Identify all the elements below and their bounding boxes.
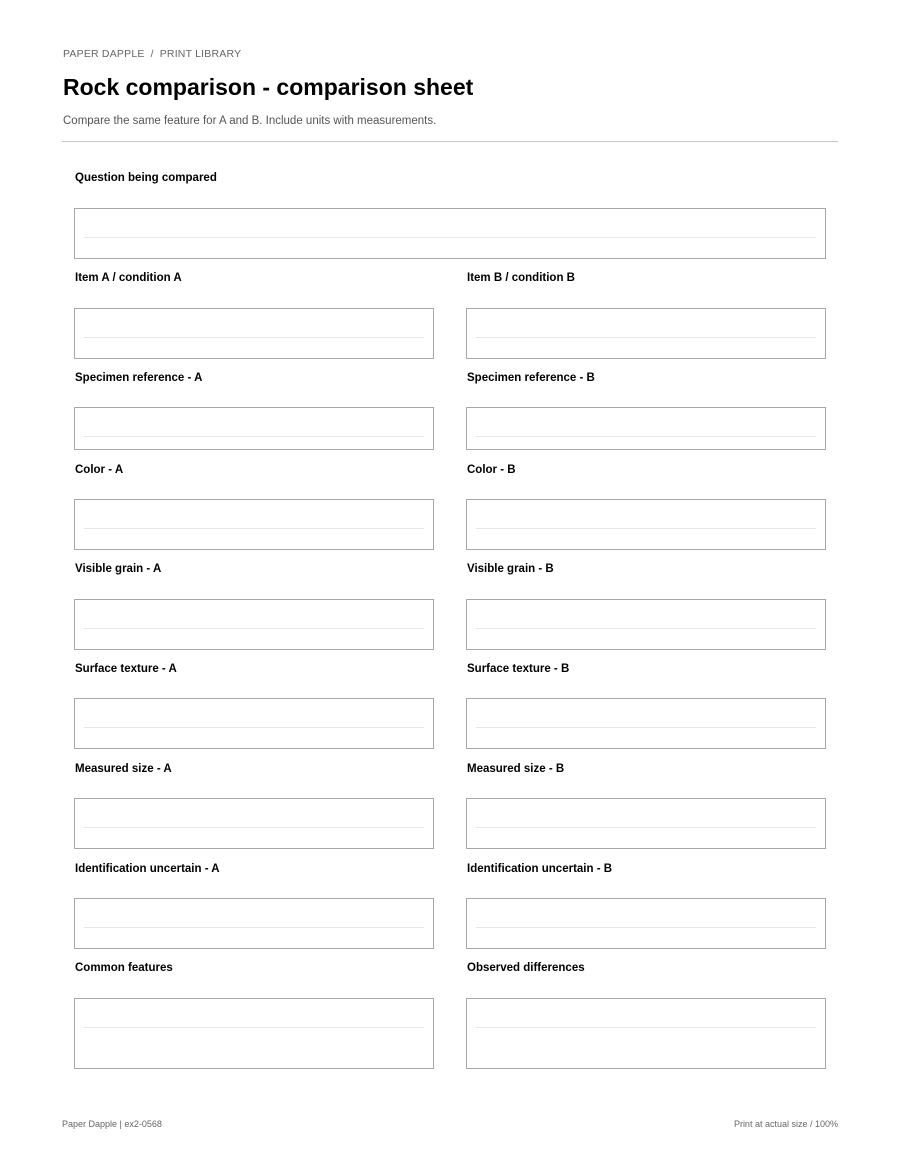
question-label: Question being compared bbox=[75, 172, 217, 184]
field-label-a: Item A / condition A bbox=[75, 272, 182, 284]
field-label-a: Measured size - A bbox=[75, 763, 172, 775]
surface-texture-a-field[interactable] bbox=[74, 698, 434, 749]
breadcrumb-separator: / bbox=[150, 48, 154, 60]
field-label-b: Measured size - B bbox=[467, 763, 565, 775]
writing-line bbox=[476, 436, 816, 437]
footer-print-note: Print at actual size / 100% bbox=[733, 1119, 838, 1129]
measured-size-b-field[interactable] bbox=[466, 798, 826, 849]
field-label-a: Visible grain - A bbox=[75, 563, 162, 575]
breadcrumb-item: PAPER DAPPLE bbox=[63, 48, 145, 60]
item-a-field[interactable] bbox=[74, 308, 434, 359]
specimen-reference-a-field[interactable] bbox=[74, 407, 434, 450]
color-a-field[interactable] bbox=[74, 499, 434, 550]
writing-line bbox=[84, 628, 424, 629]
field-label-b: Item B / condition B bbox=[467, 272, 575, 284]
field-label-a: Specimen reference - A bbox=[75, 372, 203, 384]
field-label-a: Identification uncertain - A bbox=[75, 863, 220, 875]
header-divider bbox=[62, 141, 838, 142]
field-label-b: Specimen reference - B bbox=[467, 372, 595, 384]
writing-line bbox=[476, 1027, 816, 1028]
common-features-field[interactable] bbox=[74, 998, 434, 1069]
page-title: Rock comparison - comparison sheet bbox=[63, 74, 474, 100]
field-label-b: Observed differences bbox=[467, 962, 585, 974]
writing-line bbox=[84, 827, 424, 828]
field-label-b: Surface texture - B bbox=[467, 663, 570, 675]
visible-grain-a-field[interactable] bbox=[74, 599, 434, 650]
field-label-a: Common features bbox=[75, 962, 173, 974]
writing-line bbox=[476, 927, 816, 928]
writing-line bbox=[476, 337, 816, 338]
writing-line bbox=[476, 528, 816, 529]
writing-line bbox=[476, 827, 816, 828]
field-label-b: Visible grain - B bbox=[467, 563, 554, 575]
item-b-field[interactable] bbox=[466, 308, 826, 359]
footer-source: Paper Dapple | ex2-0568 bbox=[62, 1119, 162, 1129]
page-subtitle: Compare the same feature for A and B. Include units with measurements. bbox=[63, 115, 437, 127]
field-label-a: Color - A bbox=[75, 464, 124, 476]
breadcrumb bbox=[63, 48, 241, 60]
writing-line bbox=[84, 436, 424, 437]
writing-line bbox=[84, 528, 424, 529]
writing-line bbox=[84, 1027, 424, 1028]
breadcrumb-item: PRINT LIBRARY bbox=[159, 48, 242, 60]
surface-texture-b-field[interactable] bbox=[466, 698, 826, 749]
field-label-b: Color - B bbox=[467, 464, 516, 476]
writing-line bbox=[84, 237, 816, 238]
visible-grain-b-field[interactable] bbox=[466, 599, 826, 650]
field-label-a: Surface texture - A bbox=[75, 663, 177, 675]
writing-line bbox=[476, 628, 816, 629]
specimen-reference-b-field[interactable] bbox=[466, 407, 826, 450]
writing-line bbox=[84, 927, 424, 928]
observed-differences-field[interactable] bbox=[466, 998, 826, 1069]
color-b-field[interactable] bbox=[466, 499, 826, 550]
identification-uncertain-b-field[interactable] bbox=[466, 898, 826, 949]
writing-line bbox=[84, 727, 424, 728]
identification-uncertain-a-field[interactable] bbox=[74, 898, 434, 949]
field-label-b: Identification uncertain - B bbox=[467, 863, 613, 875]
measured-size-a-field[interactable] bbox=[74, 798, 434, 849]
writing-line bbox=[476, 727, 816, 728]
question-field[interactable] bbox=[74, 208, 826, 259]
writing-line bbox=[84, 337, 424, 338]
